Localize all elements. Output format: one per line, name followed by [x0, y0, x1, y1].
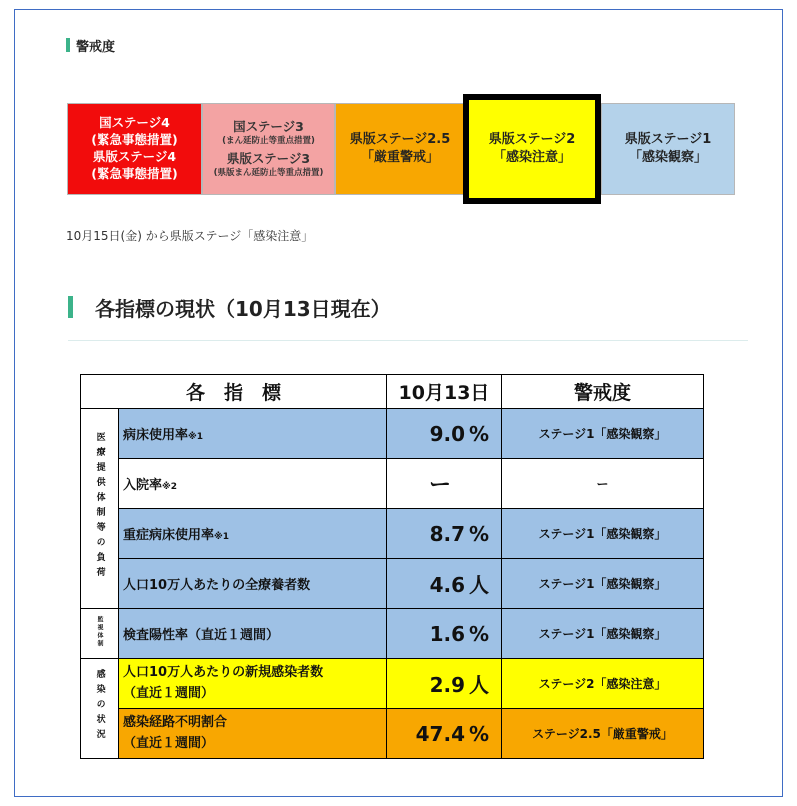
indicator-level: ー [502, 459, 704, 509]
value-unit: % [468, 621, 490, 646]
stage-4-prefecture: 県版ステージ4 [92, 149, 177, 164]
category-monitoring [81, 609, 119, 659]
table-row [81, 509, 704, 559]
footnote-mark: ※1 [188, 432, 204, 442]
stage-2-box-current [463, 94, 601, 204]
header-indicator: 各 指 標 [81, 375, 387, 409]
category-medical-label: 医療提供体制等の負荷 [94, 431, 105, 582]
footnote-mark: ※1 [214, 532, 230, 542]
category-infection-label: 感染の状況 [94, 669, 105, 744]
stage-1-label: 県版ステージ1 [624, 132, 712, 148]
indicator-value [387, 709, 502, 759]
category-infection [81, 659, 119, 759]
table-row [81, 459, 704, 509]
stage-2-label: 県版ステージ2 [488, 132, 576, 148]
value-number: 8.7 [429, 521, 465, 546]
table-header-row [81, 375, 704, 409]
stage-3-prefecture-note: (県版まん延防止等重点措置) [213, 167, 324, 178]
stage-2-name: 「感染注意」 [492, 150, 571, 165]
stage-4-national-note: (緊急事態措置) [91, 132, 178, 148]
value-number: 1.6 [429, 621, 465, 646]
indicator-name-sub: （直近１週間） [123, 735, 215, 751]
category-medical [81, 409, 119, 609]
current-stage-note: 10月15日(金) から県版ステージ「感染注意」 [66, 229, 314, 243]
heading-accent-bar [68, 296, 73, 318]
value-unit: % [468, 721, 490, 746]
table-row [81, 659, 704, 709]
stage-2-5-box [335, 103, 465, 195]
indicator-name [119, 659, 387, 709]
indicator-name [119, 409, 387, 459]
value-number: ー [428, 473, 451, 498]
category-monitoring-label: 監視体制 [96, 615, 103, 648]
table-row [81, 409, 704, 459]
indicator-level: ステージ2「感染注意」 [502, 659, 704, 709]
status-heading [68, 292, 391, 322]
stage-3-box [202, 103, 335, 195]
indicator-table [80, 374, 704, 759]
indicator-name-text: 病床使用率 [123, 428, 189, 443]
table-row [81, 709, 704, 759]
indicator-level: ステージ2.5「厳重警戒」 [502, 709, 704, 759]
indicator-name [119, 609, 387, 659]
stage-3-prefecture: 県版ステージ3 [226, 151, 311, 166]
stage-4-prefecture-note: (緊急事態措置) [91, 165, 178, 181]
value-number: 47.4 [415, 721, 465, 746]
footnote-mark: ※2 [162, 482, 178, 492]
indicator-value [387, 459, 502, 509]
indicator-name-text: 入院率 [123, 478, 163, 493]
stage-scale [67, 103, 735, 195]
value-number: 2.9 [429, 673, 465, 697]
stage-4-box [67, 103, 202, 195]
indicator-value [387, 609, 502, 659]
value-unit: 人 [469, 573, 489, 597]
value-unit: % [468, 521, 490, 546]
stage-1-name: 「感染観察」 [628, 150, 707, 165]
table-row [81, 559, 704, 609]
value-number: 9.0 [429, 421, 465, 446]
indicator-value [387, 659, 502, 709]
indicator-name [119, 459, 387, 509]
header-alert: 警戒度 [502, 375, 704, 409]
header-date: 10月13日 [387, 375, 502, 409]
indicator-level: ステージ1「感染観察」 [502, 559, 704, 609]
indicator-name [119, 509, 387, 559]
alert-heading [66, 36, 115, 54]
indicator-level: ステージ1「感染観察」 [502, 409, 704, 459]
indicator-name-text: 重症病床使用率 [123, 528, 215, 543]
divider [68, 340, 748, 341]
indicator-level: ステージ1「感染観察」 [502, 509, 704, 559]
indicator-name [119, 709, 387, 759]
stage-1-box [601, 103, 735, 195]
indicator-value [387, 409, 502, 459]
indicator-value [387, 559, 502, 609]
indicator-level: ステージ1「感染観察」 [502, 609, 704, 659]
indicator-name [119, 559, 387, 609]
status-heading-text: 各指標の現状（10月13日現在） [95, 296, 391, 321]
alert-heading-text: 警戒度 [76, 39, 116, 55]
indicator-value [387, 509, 502, 559]
stage-4-national: 国ステージ4 [99, 115, 170, 131]
value-number: 4.6 [429, 573, 465, 597]
indicator-name-text: 人口10万人あたりの全療養者数 [123, 578, 311, 593]
value-unit: % [468, 421, 490, 446]
stage-3-national-note: (まん延防止等重点措置) [222, 135, 315, 146]
stage-3-national: 国ステージ3 [233, 118, 304, 134]
value-unit: 人 [469, 673, 489, 697]
stage-2-5-name: 「厳重警戒」 [360, 150, 439, 165]
indicator-name-text: 検査陽性率（直近１週間） [123, 628, 280, 643]
stage-2-5-label: 県版ステージ2.5 [349, 132, 451, 148]
indicator-name-sub: （直近１週間） [123, 685, 215, 701]
indicator-name-text: 人口10万人あたりの新規感染者数 [123, 665, 324, 681]
indicator-name-text: 感染経路不明割合 [123, 715, 228, 731]
table-row [81, 609, 704, 659]
heading-accent-bar [66, 38, 70, 52]
